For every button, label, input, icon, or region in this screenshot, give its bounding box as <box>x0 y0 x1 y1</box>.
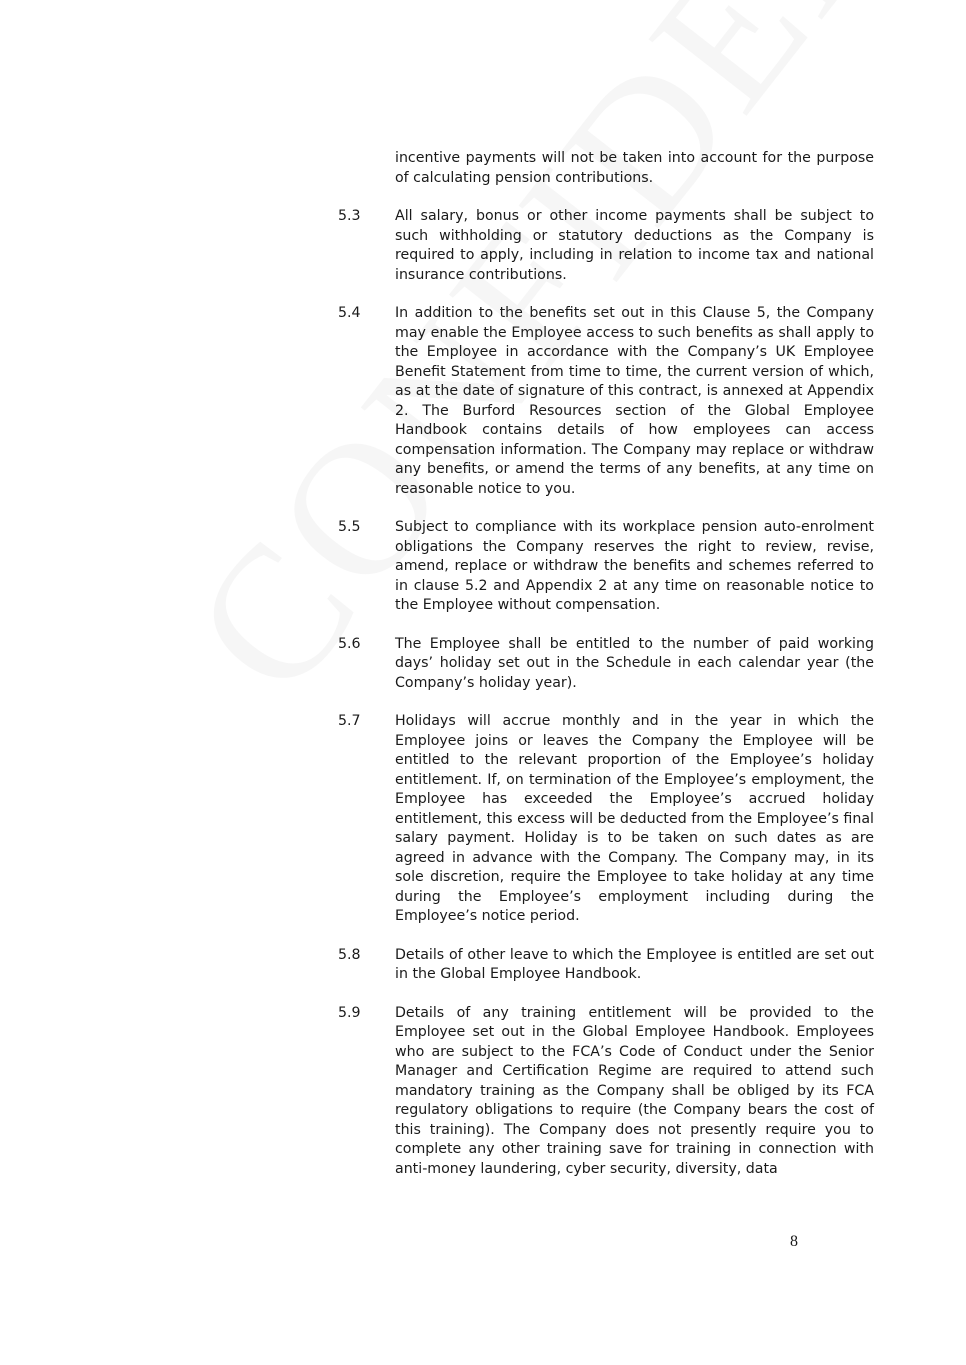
clause-text: Details of other leave to which the Employee is entitled are set out in the Global Employee Handbook. <box>395 946 874 982</box>
clause-number: 5.3 <box>338 208 361 224</box>
clause-text: All salary, bonus or other income payments shall be subject to such withholding or statutory deductions as the Company is required to apply, including in relation to income tax and national insurance contributions. <box>395 208 874 283</box>
clause-number: 5.7 <box>338 713 361 729</box>
clause-number: 5.9 <box>338 1004 361 1021</box>
clause-5-6 <box>338 635 874 694</box>
clause-text: Holidays will accrue monthly and in the year in which the Employee joins or leaves the Company the Employee will be entitled to the relevant proportion of the Employee’s holiday entitlement. If, on termination of the Employee’s employment, the Employee has exceeded the Employee’s accrued holiday entitlement, this excess will be deducted from the Employee’s final salary payment. Holiday is to be taken on such dates as are agreed in advance with the Company. The Company may, in its sole discretion, require the Employee to take holiday at any time during the Employee’s employment including during the Employee’s notice period. <box>395 713 874 924</box>
clause-5-3 <box>338 207 874 285</box>
page-number: 8 <box>790 1233 798 1250</box>
clause-number: 5.6 <box>338 635 361 652</box>
clause-5-5 <box>338 518 874 616</box>
clause-5-4 <box>338 304 874 499</box>
lead-paragraph: incentive payments will not be taken into account for the purpose of calculating pension contributions. <box>395 150 874 186</box>
clause-text: Details of any training entitlement will be provided to the Employee set out in the Global Employee Handbook. Employees who are subject to the FCA’s Code of Conduct under the Senior Manager and Certification Regime are required to attend such mandatory training as the Company shall be obliged by its FCA regulatory obligations to require (the Company bears the cost of this training). The Company does not presently require you to complete any other training save for training in connection with anti-money laundering, cyber security, diversity, data <box>395 1004 874 1177</box>
clause-text: Subject to compliance with its workplace pension auto-enrolment obligations the Company reserves the right to review, revise, amend, replace or withdraw the benefits and schemes referred to in clause 5.2 and Appendix 2 at any time on reasonable notice to the Employee without compensation. <box>395 519 874 613</box>
clause-5-8 <box>338 946 874 985</box>
clause-text: The Employee shall be entitled to the number of paid working days’ holiday set out in the Schedule in each calendar year (the Company’s holiday year). <box>395 635 874 691</box>
clause-number: 5.5 <box>338 519 361 535</box>
clause-5-7 <box>338 712 874 927</box>
clause-number: 5.4 <box>338 305 361 321</box>
clause-number: 5.8 <box>338 946 361 963</box>
clause-list <box>338 149 874 1179</box>
clause-5-9 <box>338 1004 874 1180</box>
clause-text: In addition to the benefits set out in this Clause 5, the Company may enable the Employee access to such benefits as shall apply to the Employee in accordance with the Company’s UK Employee Benefit Statement from time to time, the current version of which, as at the date of signature of this contract, is annexed at Appendix 2. The Burford Resources section of the Global Employee Handbook contains details of how employees can access compensation information. The Company may replace or withdraw any benefits, or amend the terms of any benefits, at any time on reasonable notice to you. <box>395 305 874 497</box>
